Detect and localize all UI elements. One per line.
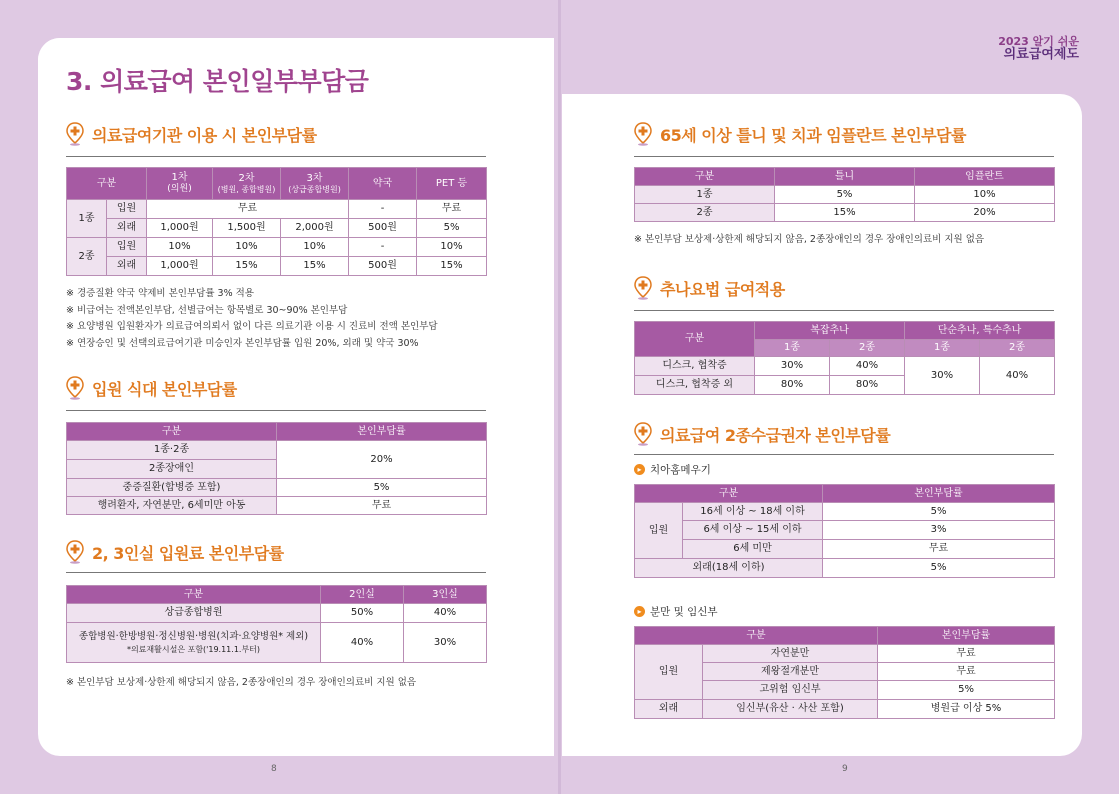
divider [66, 410, 486, 411]
location-pin-plus-icon [66, 122, 84, 146]
cell: 40% [830, 357, 905, 376]
cell: 80% [830, 376, 905, 395]
header-pharmacy: 약국 [349, 168, 417, 200]
room-rate-table [66, 585, 487, 663]
section-header-chuna [634, 276, 785, 300]
row-inpatient: 입원 [635, 503, 683, 559]
header-gubun: 구분 [635, 627, 878, 645]
denture-rate-table [634, 167, 1055, 222]
section-header-class2 [634, 422, 890, 446]
cell: 15% [213, 257, 281, 276]
section-title: 65세 이상 틀니 및 치과 임플란트 본인부담률 [660, 125, 966, 145]
section-title: 입원 식대 본인부담률 [92, 379, 237, 399]
cell: 무료 [878, 663, 1055, 681]
subheader-sealant [634, 462, 711, 477]
cell: 1,000원 [147, 219, 213, 238]
divider [634, 310, 1054, 311]
header-class2: 2종 [980, 340, 1055, 357]
row-label: 상급종합병원 [67, 604, 321, 623]
location-pin-plus-icon [66, 540, 84, 564]
cell: 5% [417, 219, 487, 238]
page-number-right: 9 [842, 764, 848, 774]
section-title: 2, 3인실 입원료 본인부담률 [92, 543, 284, 563]
cell: 무료 [823, 540, 1055, 559]
header-denture: 틀니 [775, 168, 915, 186]
row-label: 1종·2종 [67, 441, 277, 460]
cell: 30% [905, 357, 980, 395]
note-line: ※ 연장승인 및 선택의료급여기관 미승인자 본인부담률 입원 20%, 외래 및 약국 30% [66, 337, 419, 349]
row-group-1: 1종 [67, 200, 107, 238]
cell: 20% [915, 204, 1055, 222]
row-label: 2종장애인 [67, 460, 277, 479]
row-inpatient: 입원 [635, 645, 703, 700]
meal-rate-table [66, 422, 487, 515]
header-rate: 본인부담률 [878, 627, 1055, 645]
cell: 5% [878, 681, 1055, 700]
row-label: 중증질환(합병증 포함) [67, 479, 277, 497]
cell: 10% [213, 238, 281, 257]
row-label: 16세 이상 ~ 18세 이하 [683, 503, 823, 521]
header-implant: 임플란트 [915, 168, 1055, 186]
location-pin-plus-icon [66, 376, 84, 400]
note-line: ※ 비급여는 전액본인부담, 선별급여는 항목별로 30~90% 본인부담 [66, 304, 348, 316]
subheader-label: 분만 및 임신부 [650, 606, 718, 618]
divider [66, 572, 486, 573]
note-line: ※ 본인부담 보상제·상한제 해당되지 않음, 2종장애인의 경우 장애인의료비 지원 없음 [66, 677, 417, 688]
page-number-left: 8 [271, 764, 277, 774]
row-label: 디스크, 협착증 외 [635, 376, 755, 395]
cell: 3% [823, 521, 1055, 540]
book-spine [558, 0, 561, 794]
section-header-room-rates [66, 540, 284, 564]
cell: 15% [417, 257, 487, 276]
header-2cha: 2차 (병원, 종합병원) [213, 168, 281, 200]
cell: - [349, 238, 417, 257]
row-outpatient: 외래 [635, 700, 703, 719]
sealant-table [634, 484, 1055, 578]
cell: 무료 [417, 200, 487, 219]
header-pet: PET 등 [417, 168, 487, 200]
cell: 2,000원 [281, 219, 349, 238]
brand-line2: 의료급여제도 [1003, 47, 1079, 63]
row-group-2: 2종 [67, 238, 107, 276]
cell: 1,500원 [213, 219, 281, 238]
row-label: 6세 이상 ~ 15세 이하 [683, 521, 823, 540]
cell: 무료 [277, 497, 487, 515]
cell: 병원급 이상 5% [878, 700, 1055, 719]
row-label: 임신부(유산 · 사산 포함) [703, 700, 878, 719]
notes-block [66, 286, 506, 353]
header-gubun: 구분 [67, 586, 321, 604]
header-gubun: 구분 [67, 423, 277, 441]
cell: 50% [321, 604, 404, 623]
header-complex: 복잡추나 [755, 322, 905, 340]
cell: 10% [417, 238, 487, 257]
header-2bed: 2인실 [321, 586, 404, 604]
header-1cha: 1차 (의원) [147, 168, 213, 200]
row-label: 제왕절개분만 [703, 663, 878, 681]
chuna-table [634, 321, 1055, 395]
cell: 40% [980, 357, 1055, 395]
header-gubun: 구분 [635, 485, 823, 503]
row-inpatient: 입원 [107, 200, 147, 219]
cell: 500원 [349, 219, 417, 238]
row-outpatient: 외래 [107, 219, 147, 238]
cell: 1,000원 [147, 257, 213, 276]
section-title: 의료급여기관 이용 시 본인부담률 [92, 125, 317, 145]
orange-arrow-dot-icon: ▸ [634, 606, 645, 617]
section-header-meal-rates [66, 376, 237, 400]
row-label: 종합병원·한방병원·정신병원·병원(치과·요양병원* 제외) *의료재활시설은 포함('19.11.1.부터) [67, 623, 321, 663]
header-class1: 1종 [755, 340, 830, 357]
header-rate: 본인부담률 [277, 423, 487, 441]
cell: 40% [404, 604, 487, 623]
header-class1: 1종 [905, 340, 980, 357]
cell: 10% [281, 238, 349, 257]
cell: 40% [321, 623, 404, 663]
divider [66, 156, 486, 157]
location-pin-plus-icon [634, 276, 652, 300]
row-outpatient: 외래(18세 이하) [635, 559, 823, 578]
cell: 30% [755, 357, 830, 376]
subheader-childbirth [634, 604, 718, 619]
row-label: 행려환자, 자연분만, 6세미만 아동 [67, 497, 277, 515]
row-label: 2종 [635, 204, 775, 222]
row-label: 디스크, 협착증 [635, 357, 755, 376]
brand-line1: 2023 알기 쉬운 [998, 35, 1079, 48]
section-header-denture-rates [634, 122, 966, 146]
header-gubun: 구분 [67, 168, 147, 200]
row-label: 고위험 임신부 [703, 681, 878, 700]
header-simple: 단순추나, 특수추나 [905, 322, 1055, 340]
divider [634, 156, 1054, 157]
clinic-rate-table [66, 167, 487, 276]
row-inpatient: 입원 [107, 238, 147, 257]
header-rate: 본인부담률 [823, 485, 1055, 503]
brand-label [998, 36, 1079, 62]
cell: 30% [404, 623, 487, 663]
row-label: 1종 [635, 186, 775, 204]
section-title: 추나요법 급여적용 [660, 279, 785, 299]
cell: 5% [775, 186, 915, 204]
location-pin-plus-icon [634, 122, 652, 146]
cell: 무료 [878, 645, 1055, 663]
note-line: ※ 요양병원 입원환자가 의료급여의뢰서 없이 다른 의료기관 이용 시 진료비 전액 본인부담 [66, 321, 438, 333]
row-label: 6세 미만 [683, 540, 823, 559]
cell: - [349, 200, 417, 219]
note-line: ※ 경증질환 약국 약제비 본인부담률 3% 적용 [66, 288, 254, 299]
cell: 5% [277, 479, 487, 497]
cell: 10% [915, 186, 1055, 204]
cell: 5% [823, 503, 1055, 521]
location-pin-plus-icon [634, 422, 652, 446]
note-line: ※ 본인부담 보상제·상한제 해당되지 않음, 2종장애인의 경우 장애인의료비 지원 없음 [634, 234, 985, 245]
orange-arrow-dot-icon: ▸ [634, 464, 645, 475]
section-header-clinic-rates [66, 122, 317, 146]
subheader-label: 치아홈메우기 [650, 464, 711, 476]
row-label: 자연분만 [703, 645, 878, 663]
cell: 80% [755, 376, 830, 395]
row-outpatient: 외래 [107, 257, 147, 276]
divider [634, 454, 1054, 455]
header-3cha: 3차 (상급종합병원) [281, 168, 349, 200]
header-3bed: 3인실 [404, 586, 487, 604]
childbirth-table [634, 626, 1055, 719]
cell: 20% [277, 441, 487, 479]
header-gubun: 구분 [635, 168, 775, 186]
cell: 10% [147, 238, 213, 257]
section-title: 의료급여 2종수급권자 본인부담률 [660, 425, 891, 445]
page-title: 3. 의료급여 본인일부부담금 [66, 67, 369, 96]
cell: 무료 [147, 200, 349, 219]
cell: 15% [281, 257, 349, 276]
header-gubun: 구분 [635, 322, 755, 357]
cell: 15% [775, 204, 915, 222]
cell: 5% [823, 559, 1055, 578]
header-class2: 2종 [830, 340, 905, 357]
cell: 500원 [349, 257, 417, 276]
